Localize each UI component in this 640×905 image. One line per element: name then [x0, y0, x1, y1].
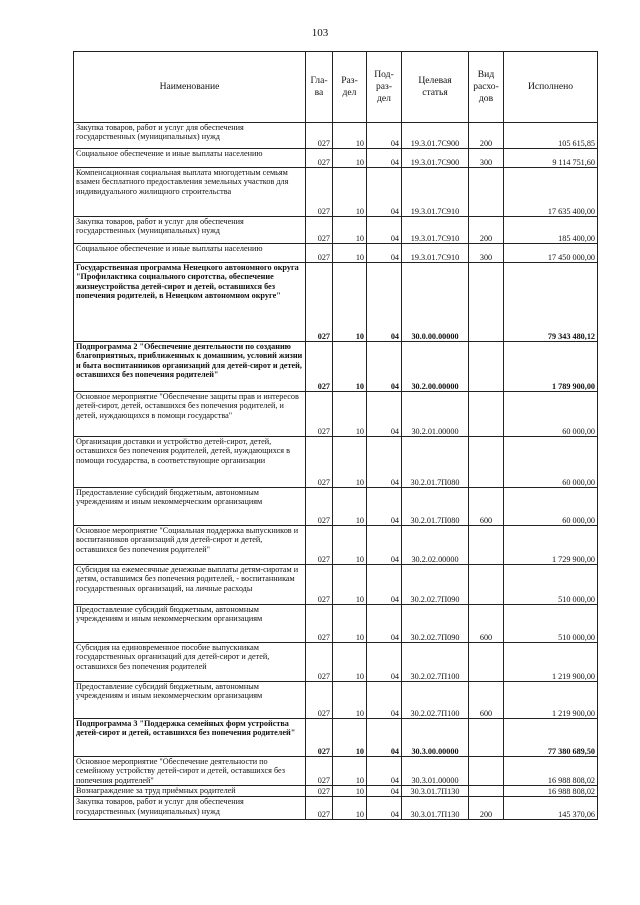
cell-target: 19.3.01.7С910: [402, 168, 469, 217]
cell-executed: 77 380 689,50: [504, 719, 598, 757]
table-row: [74, 149, 598, 168]
cell-exptype: [469, 392, 504, 437]
cell-target: 30.3.01.7П130: [402, 786, 469, 797]
cell-exptype: [469, 643, 504, 682]
cell-target: 30.2.01.00000: [402, 392, 469, 437]
cell-subsection: 04: [367, 437, 402, 488]
cell-subsection: 04: [367, 526, 402, 565]
cell-subsection: 04: [367, 786, 402, 797]
cell-subsection: 04: [367, 797, 402, 820]
cell-subsection: 04: [367, 244, 402, 263]
header-exptype: Вид расхо- дов: [469, 52, 504, 123]
cell-name: Социальное обеспечение и иные выплаты населению: [74, 244, 306, 263]
cell-exptype: 600: [469, 605, 504, 643]
header-section: Раз- дел: [333, 52, 367, 123]
cell-name: Организация доставки и устройство детей-сирот, детей, оставшихся без попечения родителей, детей, нуждающихся в помощи государства, в соответствующие организации: [74, 437, 306, 488]
cell-name: Компенсационная социальная выплата многодетным семьям взамен бесплатного предоставления земельных участков для индивидуального жилищного строительства: [74, 168, 306, 217]
cell-target: 30.3.01.00000: [402, 757, 469, 786]
cell-exptype: 200: [469, 123, 504, 149]
cell-executed: 60 000,00: [504, 488, 598, 526]
cell-name: Вознаграждение за труд приёмных родителей: [74, 786, 306, 797]
cell-name: Основное мероприятие "Обеспечение деятельности по семейному устройству детей-сирот и детей, оставшихся без попечения родителей": [74, 757, 306, 786]
cell-name: Закупка товаров, работ и услуг для обеспечения государственных (муниципальных) нужд: [74, 797, 306, 820]
cell-executed: 105 615,85: [504, 123, 598, 149]
cell-name: Подпрограмма 3 "Поддержка семейных форм устройства детей-сирот и детей, оставшихся без попечения родителей": [74, 719, 306, 757]
table-row: [74, 526, 598, 565]
cell-subsection: 04: [367, 392, 402, 437]
cell-subsection: 04: [367, 719, 402, 757]
cell-executed: 60 000,00: [504, 392, 598, 437]
cell-subsection: 04: [367, 217, 402, 244]
cell-subsection: 04: [367, 757, 402, 786]
table-row: [74, 786, 598, 797]
cell-target: 30.2.02.00000: [402, 526, 469, 565]
budget-table: [73, 51, 598, 820]
cell-subsection: 04: [367, 488, 402, 526]
table-row: [74, 488, 598, 526]
cell-chapter: 027: [306, 786, 333, 797]
table-row: [74, 757, 598, 786]
cell-executed: 185 400,00: [504, 217, 598, 244]
cell-executed: 9 114 751,60: [504, 149, 598, 168]
table-row: [74, 168, 598, 217]
cell-exptype: 200: [469, 797, 504, 820]
header-subsection: Под- раз- дел: [367, 52, 402, 123]
cell-subsection: 04: [367, 149, 402, 168]
cell-section: 10: [333, 643, 367, 682]
cell-executed: 1 219 900,00: [504, 682, 598, 719]
cell-name: Социальное обеспечение и иные выплаты населению: [74, 149, 306, 168]
cell-section: 10: [333, 786, 367, 797]
cell-executed: 1 789 900,00: [504, 342, 598, 392]
cell-name: Основное мероприятие "Обеспечение защиты прав и интересов детей-сирот, детей, оставшихся без попечения родителей, и детей, нуждающихся в помощи государства": [74, 392, 306, 437]
cell-exptype: [469, 263, 504, 342]
cell-target: 30.3.01.7П130: [402, 797, 469, 820]
cell-subsection: 04: [367, 643, 402, 682]
cell-section: 10: [333, 757, 367, 786]
cell-section: 10: [333, 719, 367, 757]
cell-target: 30.2.01.7П080: [402, 488, 469, 526]
cell-chapter: 027: [306, 149, 333, 168]
table-row: [74, 217, 598, 244]
table-row: [74, 797, 598, 820]
cell-section: 10: [333, 565, 367, 605]
header-name: Наименование: [74, 52, 306, 123]
cell-exptype: 600: [469, 682, 504, 719]
cell-subsection: 04: [367, 682, 402, 719]
cell-section: 10: [333, 168, 367, 217]
cell-section: 10: [333, 342, 367, 392]
cell-subsection: 04: [367, 123, 402, 149]
page-number: 103: [311, 27, 329, 39]
cell-section: 10: [333, 437, 367, 488]
cell-exptype: [469, 526, 504, 565]
cell-target: 30.3.00.00000: [402, 719, 469, 757]
cell-executed: 510 000,00: [504, 605, 598, 643]
cell-exptype: [469, 437, 504, 488]
cell-section: 10: [333, 149, 367, 168]
cell-chapter: 027: [306, 719, 333, 757]
cell-target: 30.2.02.7П100: [402, 643, 469, 682]
cell-name: Основное мероприятие "Социальная поддержка выпускников и воспитанников организаций для детей-сирот и детей, оставшихся без попечения родителей": [74, 526, 306, 565]
cell-section: 10: [333, 263, 367, 342]
cell-chapter: 027: [306, 643, 333, 682]
cell-chapter: 027: [306, 605, 333, 643]
cell-exptype: [469, 757, 504, 786]
cell-chapter: 027: [306, 123, 333, 149]
cell-chapter: 027: [306, 488, 333, 526]
cell-target: 19.3.01.7С900: [402, 123, 469, 149]
cell-executed: 1 219 900,00: [504, 643, 598, 682]
cell-section: 10: [333, 244, 367, 263]
cell-exptype: [469, 719, 504, 757]
cell-executed: 510 000,00: [504, 565, 598, 605]
cell-chapter: 027: [306, 797, 333, 820]
cell-section: 10: [333, 605, 367, 643]
table-header-row: [74, 52, 598, 123]
table-row: [74, 342, 598, 392]
cell-exptype: 300: [469, 149, 504, 168]
cell-name: Субсидия на единовременное пособие выпускникам государственных организаций для детей-сирот и детей, оставшихся без попечения родителей: [74, 643, 306, 682]
cell-subsection: 04: [367, 263, 402, 342]
table-row: [74, 392, 598, 437]
cell-target: 30.2.02.7П100: [402, 682, 469, 719]
header-chapter: Гла- ва: [306, 52, 333, 123]
table-row: [74, 719, 598, 757]
cell-target: 30.0.00.00000: [402, 263, 469, 342]
cell-section: 10: [333, 392, 367, 437]
cell-name: Закупка товаров, работ и услуг для обеспечения государственных (муниципальных) нужд: [74, 217, 306, 244]
cell-subsection: 04: [367, 605, 402, 643]
cell-section: 10: [333, 526, 367, 565]
cell-target: 19.3.01.7С910: [402, 244, 469, 263]
cell-target: 19.3.01.7С900: [402, 149, 469, 168]
cell-section: 10: [333, 123, 367, 149]
table-row: [74, 244, 598, 263]
cell-name: Субсидия на ежемесячные денежные выплаты детям-сиротам и детям, оставшимся без попечения родителей, - воспитанникам государственных организаций, на личные расходы: [74, 565, 306, 605]
cell-target: 30.2.02.7П090: [402, 565, 469, 605]
table-row: [74, 123, 598, 149]
cell-chapter: 027: [306, 526, 333, 565]
cell-executed: 16 988 808,02: [504, 757, 598, 786]
cell-exptype: 600: [469, 488, 504, 526]
cell-target: 19.3.01.7С910: [402, 217, 469, 244]
cell-chapter: 027: [306, 682, 333, 719]
table-row: [74, 437, 598, 488]
table-row: [74, 605, 598, 643]
cell-subsection: 04: [367, 168, 402, 217]
cell-target: 30.2.01.7П080: [402, 437, 469, 488]
cell-subsection: 04: [367, 565, 402, 605]
cell-target: 30.2.00.00000: [402, 342, 469, 392]
cell-name: Государственная программа Ненецкого автономного округа "Профилактика социального сиротства, обеспечение жизнеустройства детей-сирот и детей, оставшихся без попечения родителей, в Ненецком автономном округе": [74, 263, 306, 342]
cell-chapter: 027: [306, 757, 333, 786]
cell-chapter: 027: [306, 263, 333, 342]
header-executed: Исполнено: [504, 52, 598, 123]
cell-executed: 17 635 400,00: [504, 168, 598, 217]
cell-chapter: 027: [306, 565, 333, 605]
cell-chapter: 027: [306, 437, 333, 488]
cell-exptype: [469, 168, 504, 217]
cell-subsection: 04: [367, 342, 402, 392]
cell-executed: 145 370,06: [504, 797, 598, 820]
cell-chapter: 027: [306, 217, 333, 244]
cell-exptype: 300: [469, 244, 504, 263]
cell-chapter: 027: [306, 244, 333, 263]
cell-exptype: [469, 786, 504, 797]
cell-exptype: [469, 565, 504, 605]
cell-section: 10: [333, 682, 367, 719]
cell-executed: 1 729 900,00: [504, 526, 598, 565]
table-row: [74, 643, 598, 682]
cell-name: Закупка товаров, работ и услуг для обеспечения государственных (муниципальных) нужд: [74, 123, 306, 149]
cell-section: 10: [333, 488, 367, 526]
cell-exptype: 200: [469, 217, 504, 244]
cell-name: Предоставление субсидий бюджетным, автономным учреждениям и иным некоммерческим организациям: [74, 605, 306, 643]
cell-chapter: 027: [306, 342, 333, 392]
table-row: [74, 263, 598, 342]
cell-executed: 60 000,00: [504, 437, 598, 488]
cell-target: 30.2.02.7П090: [402, 605, 469, 643]
cell-exptype: [469, 342, 504, 392]
cell-section: 10: [333, 217, 367, 244]
table-row: [74, 682, 598, 719]
cell-chapter: 027: [306, 168, 333, 217]
cell-name: Подпрограмма 2 "Обеспечение деятельности по созданию благоприятных, приближенных к домашним, условий жизни и быта воспитанников организаций для детей-сирот и детей, оставшихся без попечения родителей": [74, 342, 306, 392]
cell-executed: 17 450 000,00: [504, 244, 598, 263]
cell-name: Предоставление субсидий бюджетным, автономным учреждениям и иным некоммерческим организациям: [74, 488, 306, 526]
cell-chapter: 027: [306, 392, 333, 437]
cell-executed: 16 988 808,02: [504, 786, 598, 797]
header-target: Целевая статья: [402, 52, 469, 123]
cell-executed: 79 343 480,12: [504, 263, 598, 342]
table-row: [74, 565, 598, 605]
table-body: [74, 123, 598, 820]
cell-name: Предоставление субсидий бюджетным, автономным учреждениям и иным некоммерческим организациям: [74, 682, 306, 719]
cell-section: 10: [333, 797, 367, 820]
